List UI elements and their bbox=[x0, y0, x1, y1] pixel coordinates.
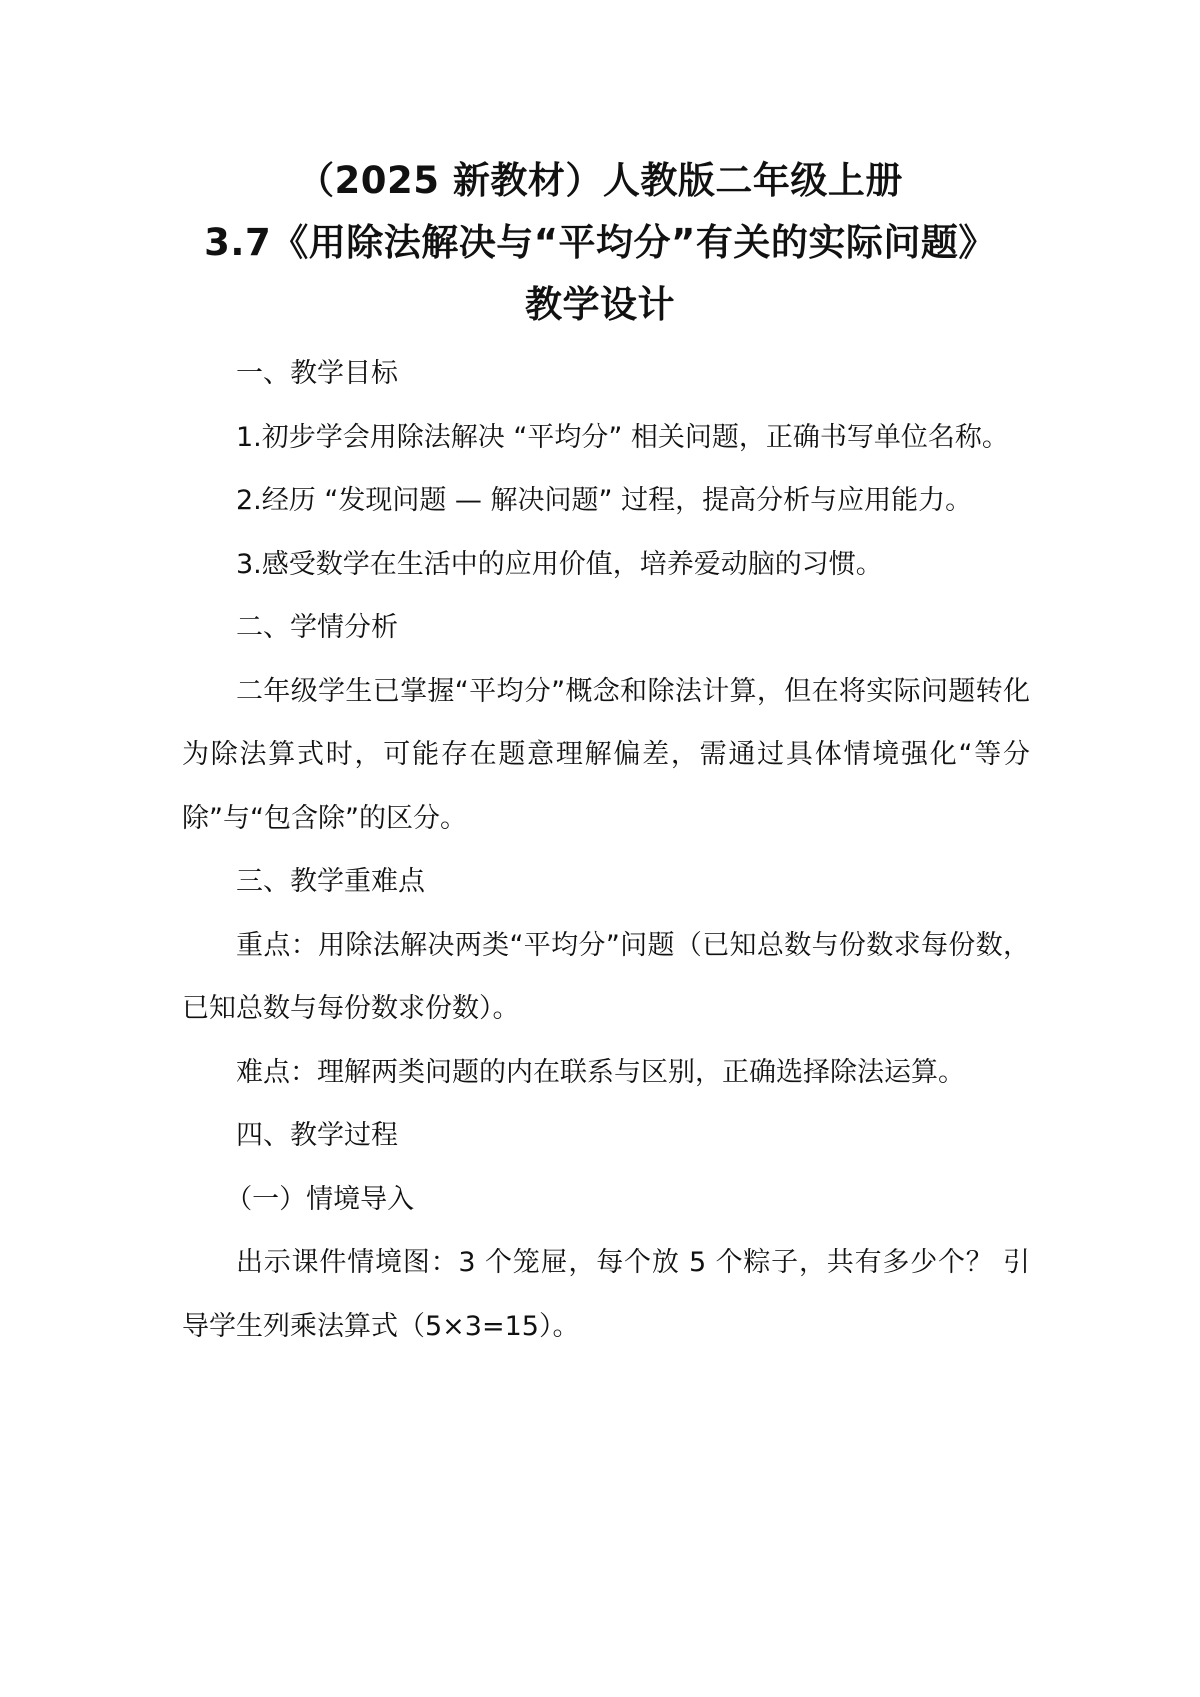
analysis-paragraph: 二年级学生已掌握“平均分”概念和除法计算，但在将实际问题转化为除法算式时，可能存在题意理解偏差，需通过具体情境强化“等分除”与“包含除”的区分。 bbox=[182, 675, 1030, 834]
section-heading-keypoints: 三、教学重难点 bbox=[236, 866, 425, 897]
title-line-1: （2025 新教材）人教版二年级上册 bbox=[297, 159, 903, 202]
goal-item-2: 2.经历 “发现问题 — 解决问题” 过程，提高分析与应用能力。 bbox=[236, 485, 973, 516]
keypoint-difficulty: 难点：理解两类问题的内在联系与区别，正确选择除法运算。 bbox=[236, 1056, 965, 1088]
section-heading-goals: 一、教学目标 bbox=[236, 358, 398, 389]
section-heading-process: 四、教学过程 bbox=[236, 1120, 398, 1151]
process-paragraph-1: 出示课件情境图：3 个笼屉，每个放 5 个粽子，共有多少个？ 引导学生列乘法算式（5×3=15）。 bbox=[182, 1247, 1030, 1342]
process-subheading-1: （一）情境导入 bbox=[225, 1183, 415, 1215]
document-title bbox=[0, 150, 1200, 336]
title-line-3: 教学设计 bbox=[525, 283, 675, 326]
goal-item-3: 3.感受数学在生活中的应用价值，培养爱动脑的习惯。 bbox=[236, 548, 883, 580]
section-heading-analysis: 二、学情分析 bbox=[236, 612, 398, 643]
goal-item-1: 1.初步学会用除法解决 “平均分” 相关问题，正确书写单位名称。 bbox=[236, 421, 1009, 453]
title-line-2: 3.7《用除法解决与“平均分”有关的实际问题》 bbox=[204, 221, 996, 264]
document-body bbox=[182, 342, 1030, 1358]
keypoint-focus: 重点：用除法解决两类“平均分”问题（已知总数与份数求每份数，已知总数与每份数求份数）。 bbox=[182, 929, 1030, 1024]
